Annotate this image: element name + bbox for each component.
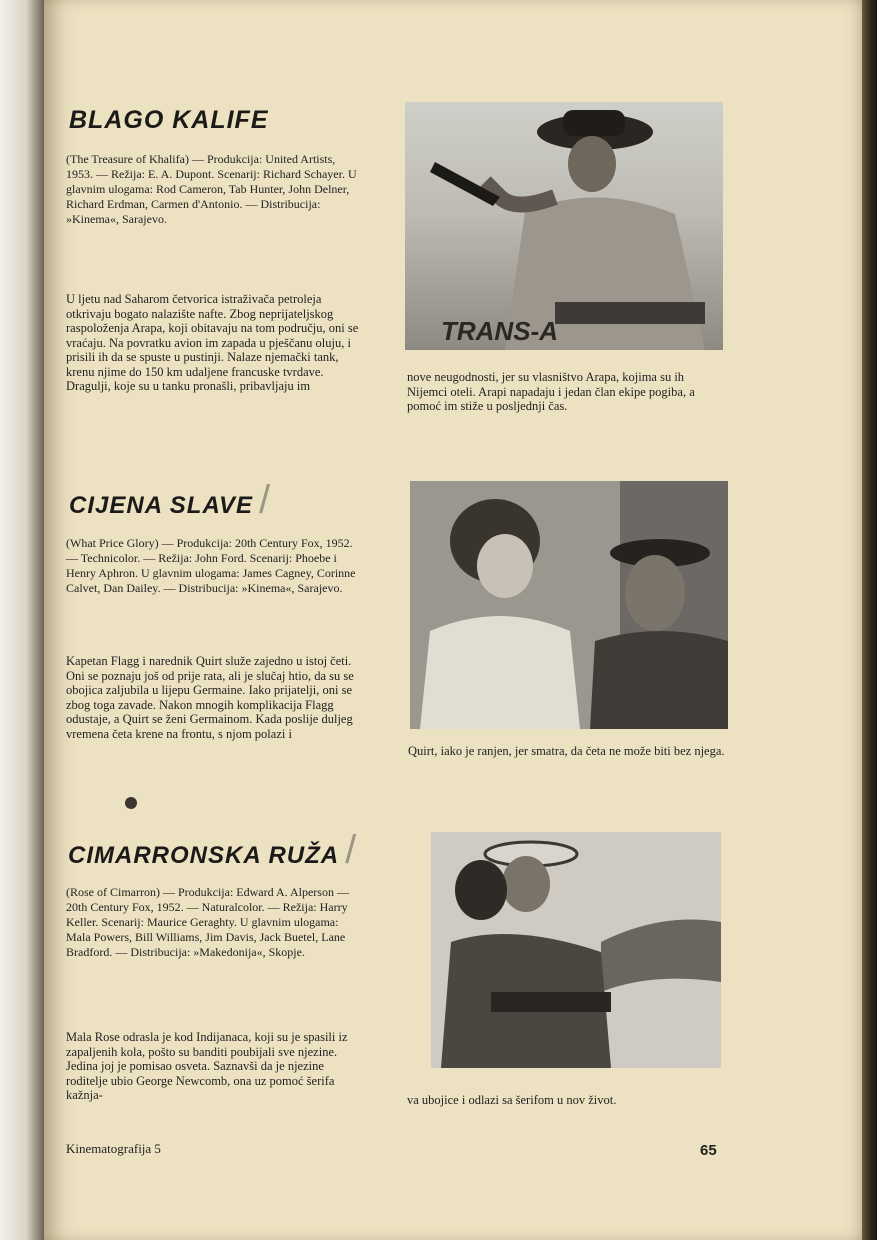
article-credits-cijena-slave: (What Price Glory) — Produkcija: 20th Century Fox, 1952. — Technicolor. — Režija: John Ford. Scenarij: Phoebe i Henry Aphron. U glavnim ulogama: James Cagney, Corinne Calvet, Dan Dailey. — Distribucija: »Kinema«, Sarajevo. [66,536,356,595]
photo-caption-blago-kalife: nove neugodnosti, jer su vlasništvo Arapa, kojima su ih Nijemci oteli. Arapi napadaju i jedan član ekipe pogiba, a pomoć im stiže u posljednji čas. [407,370,695,413]
photo-caption-cijena-slave: Quirt, iako je ranjen, jer smatra, da četa ne može biti bez njega. [408,744,725,758]
footer-magazine-issue: Kinematografija 5 [66,1141,161,1156]
cowboy-with-revolver-image [405,102,723,350]
torn-left-edge [0,0,44,1240]
article-title-blago-kalife: BLAGO KALIFE [69,106,269,134]
article-body-blago-kalife: U ljetu nad Saharom četvorica istraživača petroleja otkrivaju bogato nalazište nafte. Zbog neprijateljskog raspoloženja Arapa, koji obitavaju na tom području, oni se vraćaju. Na povratku avion im zapada u pješčanu oluju, i prisili ih da se spuste u pustinji. Nalaze njemački tank, krenu njime do 150 km udaljene francuske tvrdave. Dragulji, koje su u tanku pronašli, pribavljaju im [66,292,359,393]
article-title-cimarronska-ruza: CIMARRONSKA RUŽA / [68,828,358,872]
couple-scene-image [410,481,728,729]
photo-sign-text: TRANS-A [441,316,558,346]
article-body-cijena-slave: Kapetan Flagg i narednik Quirt služe zajedno u istoj četi. Oni se poznaju još od prije rata, ali je slučaj htio, da su se obojica zaljubila u lijepu Germaine. Iako prijatelji, oni se zbog toga zavade. Nakon mnogih komplikacija Flagg odustaje, a Quirt se ženi Germainom. Kada poslije duljeg vremena četa krene na frontu, s njom polazi i [66,654,354,741]
film-still-blago-kalife [405,102,723,350]
article-title-cijena-slave: CIJENA SLAVE / [69,478,272,522]
film-still-cimarronska-ruza [431,832,721,1068]
page-binding-shadow [862,0,877,1240]
photo-caption-cimarronska-ruza: va ubojice i odlazi sa šerifom u nov život. [407,1093,617,1107]
article-body-cimarronska-ruza: Mala Rose odrasla je kod Indijanaca, koji su je spasili iz zapaljenih kola, pošto su banditi poubijali sve njezine. Jedina joj je pomisao osveta. Saznavši da je njezine roditelje ubio George Newcomb, ona uz pomoć šerifa kažnja- [66,1030,348,1102]
ornament-mark [125,797,137,809]
film-still-cijena-slave [410,481,728,729]
page-number: 65 [700,1142,717,1159]
embracing-couple-image [431,832,721,1068]
article-credits-blago-kalife: (The Treasure of Khalifa) — Produkcija: United Artists, 1953. — Režija: E. A. Dupont. Scenarij: Richard Schayer. U glavnim ulogama: Rod Cameron, Tab Hunter, John Delner, Richard Erdman, Carmen d'Antonio. — Distribucija: »Kinema«, Sarajevo. [66,152,357,226]
article-credits-cimarronska-ruza: (Rose of Cimarron) — Produkcija: Edward A. Alperson — 20th Century Fox, 1952. — Naturalcolor. — Režija: Harry Keller. Scenarij: Maurice Geraghty. U glavnim ulogama: Mala Powers, Bill Williams, Jim Davis, Jack Buetel, Lane Bradford. — Distribucija: »Makedonija«, Skopje. [66,885,349,959]
